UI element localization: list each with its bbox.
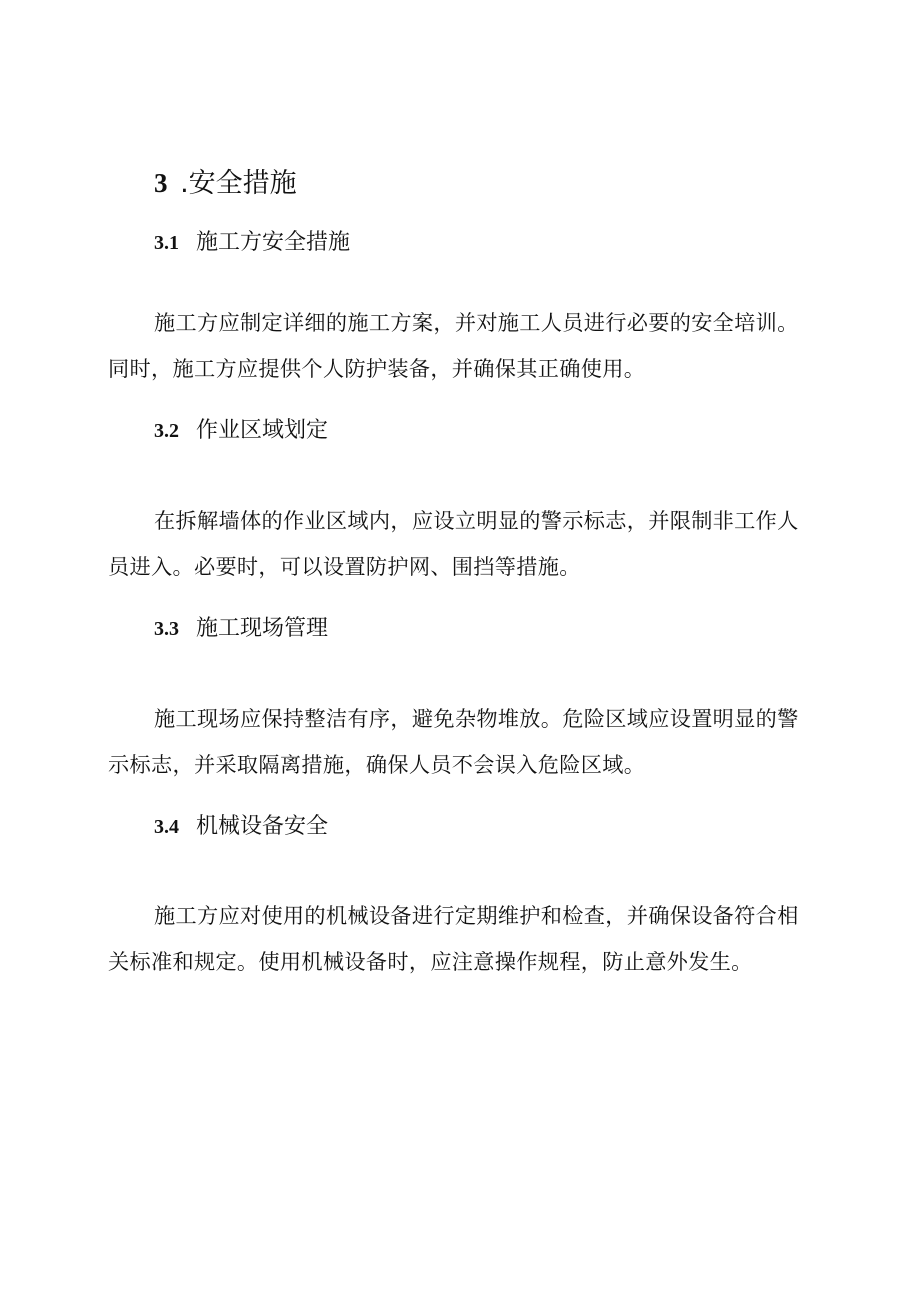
- section-number: 3.4: [154, 816, 179, 838]
- chapter-title-text: .安全措施: [180, 168, 297, 199]
- section-heading-3-2: [154, 414, 328, 448]
- section-paragraph-3-2: 在拆解墙体的作业区域内，应设立明显的警示标志，并限制非工作人员进入。必要时，可以设置防护网、围挡等措施。: [108, 508, 799, 579]
- section-heading-3-1: [154, 226, 350, 260]
- section-paragraph-3-1: 施工方应制定详细的施工方案，并对施工人员进行必要的安全培训。同时，施工方应提供个人防护装备，并确保其正确使用。: [108, 310, 799, 381]
- chapter-number: 3: [154, 168, 168, 198]
- section-heading-3-3: [154, 612, 328, 646]
- section-number: 3.3: [154, 618, 179, 640]
- section-title: 施工现场管理: [196, 616, 329, 641]
- chapter-title: [154, 163, 297, 204]
- section-number: 3.1: [154, 232, 179, 254]
- section-number: 3.2: [154, 420, 179, 442]
- section-heading-3-4: [154, 810, 328, 844]
- section-paragraph-3-4: 施工方应对使用的机械设备进行定期维护和检查，并确保设备符合相关标准和规定。使用机械设备时，应注意操作规程，防止意外发生。: [108, 903, 799, 974]
- section-title: 机械设备安全: [196, 814, 329, 839]
- section-paragraph-3-3: 施工现场应保持整洁有序，避免杂物堆放。危险区域应设置明显的警示标志，并采取隔离措施，确保人员不会误入危险区域。: [108, 706, 799, 777]
- section-title: 施工方安全措施: [196, 230, 351, 255]
- section-title: 作业区域划定: [196, 418, 329, 443]
